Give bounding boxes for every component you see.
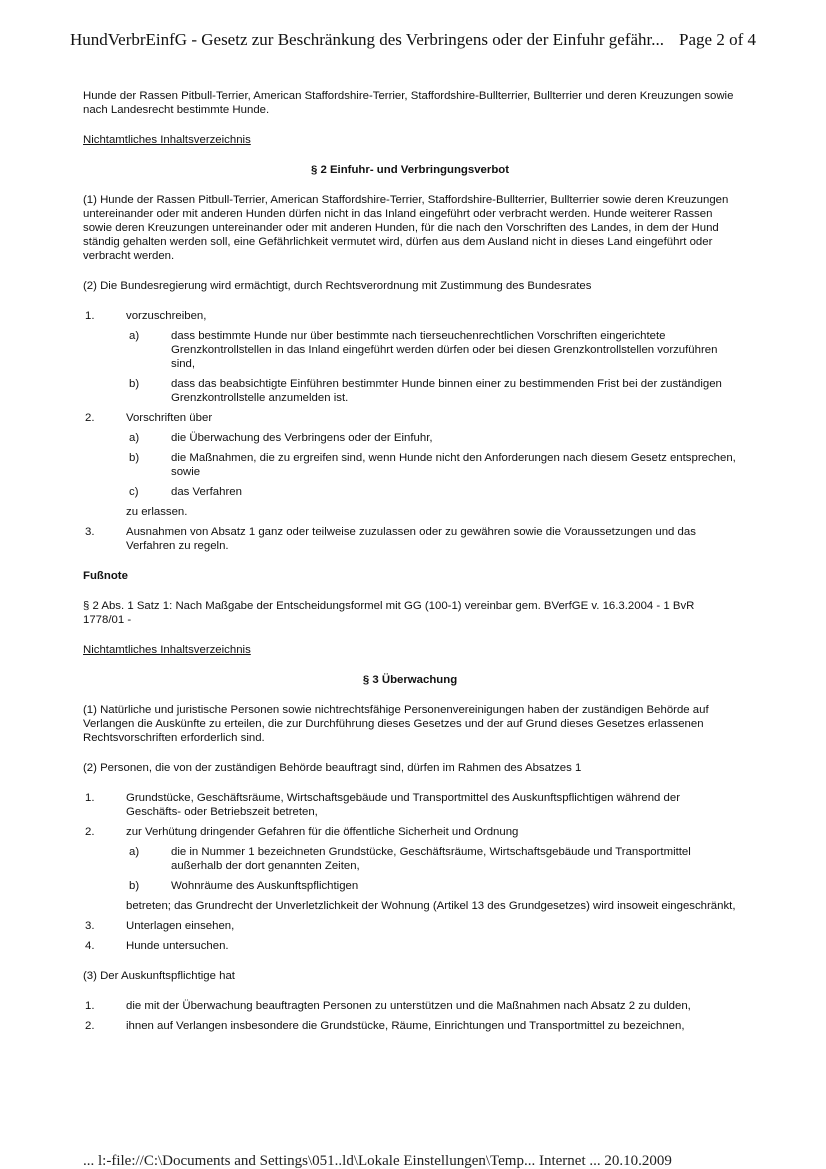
- list-item: [83, 1019, 737, 1033]
- sub-list-letter: a): [129, 432, 140, 444]
- list-item: [83, 411, 737, 425]
- sub-list-text: Wohnräume des Auskunftspflichtigen: [171, 880, 359, 892]
- sub-list-text: das Verfahren: [171, 486, 242, 498]
- list-number: 3.: [85, 526, 95, 538]
- section-2-paragraph-1: (1) Hunde der Rassen Pitbull-Terrier, American Staffordshire-Terrier, Staffordshire-Bullterrier, Bullterrier sowie deren Kreuzungen untereinander oder mit anderen Hunden dürfen nicht in das Inland eingeführt oder verbracht werden. Hunde weiterer Rassen sowie deren Kreuzungen untereinander oder mit anderen Hunden, für die nach den Vorschriften des Landes, in dem der Hund ständig gehalten werden soll, eine Gefährlichkeit vermutet wird, dürfen aus dem Ausland nicht in dieses Land eingeführt oder verbracht werden.: [83, 194, 729, 262]
- section-2-paragraph-2: (2) Die Bundesregierung wird ermächtigt, durch Rechtsverordnung mit Zustimmung des Bundesrates: [83, 280, 592, 292]
- sub-list-letter: b): [129, 880, 140, 892]
- footer-path: ... l:-file://C:\Documents and Settings\051..ld\Lokale Einstellungen\Temp... Internet ... 20.10.2009: [83, 1153, 672, 1169]
- sub-list-letter: b): [129, 452, 140, 464]
- list-item: [83, 309, 737, 323]
- list-item: [83, 919, 737, 933]
- list-item: [83, 939, 737, 953]
- list-continuation: betreten; das Grundrecht der Unverletzlichkeit der Wohnung (Artikel 13 des Grundgesetzes) wird insoweit eingeschränkt,: [126, 900, 736, 912]
- list-text: Hunde untersuchen.: [126, 940, 229, 952]
- list-text: vorzuschreiben,: [126, 310, 207, 322]
- sub-list-letter: b): [129, 378, 140, 390]
- document-title: HundVerbrEinfG - Gesetz zur Beschränkung des Verbringens oder der Einfuhr gefähr...: [70, 30, 665, 49]
- section-3-paragraph-2: (2) Personen, die von der zuständigen Behörde beauftragt sind, dürfen im Rahmen des Absatzes 1: [83, 762, 582, 774]
- sub-list-text: die in Nummer 1 bezeichneten Grundstücke, Geschäftsräume, Wirtschaftsgebäude und Transportmittel außerhalb der dort genannten Zeiten,: [171, 846, 691, 872]
- list-number: 2.: [85, 826, 95, 838]
- list-number: 3.: [85, 920, 95, 932]
- list-text: Vorschriften über: [126, 412, 213, 424]
- toc-link[interactable]: Nichtamtliches Inhaltsverzeichnis: [83, 134, 251, 146]
- footnote-text: § 2 Abs. 1 Satz 1: Nach Maßgabe der Entscheidungsformel mit GG (100-1) vereinbar gem. BVerfGE v. 16.3.2004 - 1 BvR 1778/01 -: [83, 600, 695, 626]
- list-text: Unterlagen einsehen,: [126, 920, 235, 932]
- toc-link[interactable]: Nichtamtliches Inhaltsverzeichnis: [83, 644, 251, 656]
- list-item: [83, 999, 737, 1013]
- intro-paragraph: Hunde der Rassen Pitbull-Terrier, American Staffordshire-Terrier, Staffordshire-Bullterrier, Bullterrier und deren Kreuzungen sowie nach Landesrecht bestimmte Hunde.: [83, 90, 734, 116]
- list-item: [83, 525, 737, 553]
- section-3-heading: § 3 Überwachung: [362, 674, 458, 686]
- sub-list-item: [83, 431, 737, 445]
- sub-list-item: [83, 451, 737, 479]
- sub-list-item: [83, 485, 737, 499]
- page-footer: [83, 1150, 753, 1169]
- list-text: Ausnahmen von Absatz 1 ganz oder teilweise zuzulassen oder zu gewähren sowie die Voraussetzungen und das Verfahren zu regeln.: [126, 526, 696, 552]
- sub-list-text: dass das beabsichtigte Einführen bestimmter Hunde binnen einer zu bestimmenden Frist bei der zuständigen Grenzkontrollstelle anzumelden ist.: [171, 378, 722, 404]
- sub-list-letter: c): [129, 486, 139, 498]
- sub-list-letter: a): [129, 330, 140, 342]
- sub-list-item: [83, 329, 737, 371]
- sub-list-text: die Überwachung des Verbringens oder der Einfuhr,: [171, 432, 433, 444]
- list-number: 1.: [85, 792, 95, 804]
- section-3-paragraph-1: (1) Natürliche und juristische Personen sowie nichtrechtsfähige Personenvereinigungen haben der zuständigen Behörde auf Verlangen die Auskünfte zu erteilen, die zur Durchführung dieses Gesetzes und der auf Grund dieses Gesetzes erlassenen Rechtsvorschriften erforderlich sind.: [83, 704, 709, 744]
- document-body: [83, 89, 737, 1033]
- list-continuation: zu erlassen.: [126, 506, 188, 518]
- list-number: 2.: [85, 1020, 95, 1032]
- sub-list-item: [83, 377, 737, 405]
- sub-list-item: [83, 845, 737, 873]
- footnote-heading: Fußnote: [83, 570, 128, 582]
- list-text: die mit der Überwachung beauftragten Personen zu unterstützen und die Maßnahmen nach Absatz 2 zu dulden,: [126, 1000, 691, 1012]
- list-text: ihnen auf Verlangen insbesondere die Grundstücke, Räume, Einrichtungen und Transportmittel zu bezeichnen,: [126, 1020, 685, 1032]
- page-number: Page 2 of 4: [679, 30, 756, 49]
- list-number: 4.: [85, 940, 95, 952]
- sub-list-item: [83, 879, 737, 893]
- list-text: Grundstücke, Geschäftsräume, Wirtschaftsgebäude und Transportmittel des Auskunftspflichtigen während der Geschäfts- oder Betriebszeit betreten,: [126, 792, 680, 818]
- section-2-heading: § 2 Einfuhr- und Verbringungsverbot: [310, 164, 510, 176]
- sub-list-text: dass bestimmte Hunde nur über bestimmte nach tierseuchenrechtlichen Vorschriften eingerichtete Grenzkontrollstellen in das Inland eingeführt werden dürfen oder bei diesen Grenzkontrollstellen vorzuführen sind,: [171, 330, 718, 370]
- list-item: [83, 825, 737, 839]
- page-header: [70, 30, 756, 56]
- list-number: 1.: [85, 1000, 95, 1012]
- list-text: zur Verhütung dringender Gefahren für die öffentliche Sicherheit und Ordnung: [126, 826, 519, 838]
- list-item: [83, 791, 737, 819]
- list-number: 2.: [85, 412, 95, 424]
- list-number: 1.: [85, 310, 95, 322]
- section-3-paragraph-3: (3) Der Auskunftspflichtige hat: [83, 970, 235, 982]
- sub-list-text: die Maßnahmen, die zu ergreifen sind, wenn Hunde nicht den Anforderungen nach diesem Gesetz entsprechen, sowie: [171, 452, 736, 478]
- sub-list-letter: a): [129, 846, 140, 858]
